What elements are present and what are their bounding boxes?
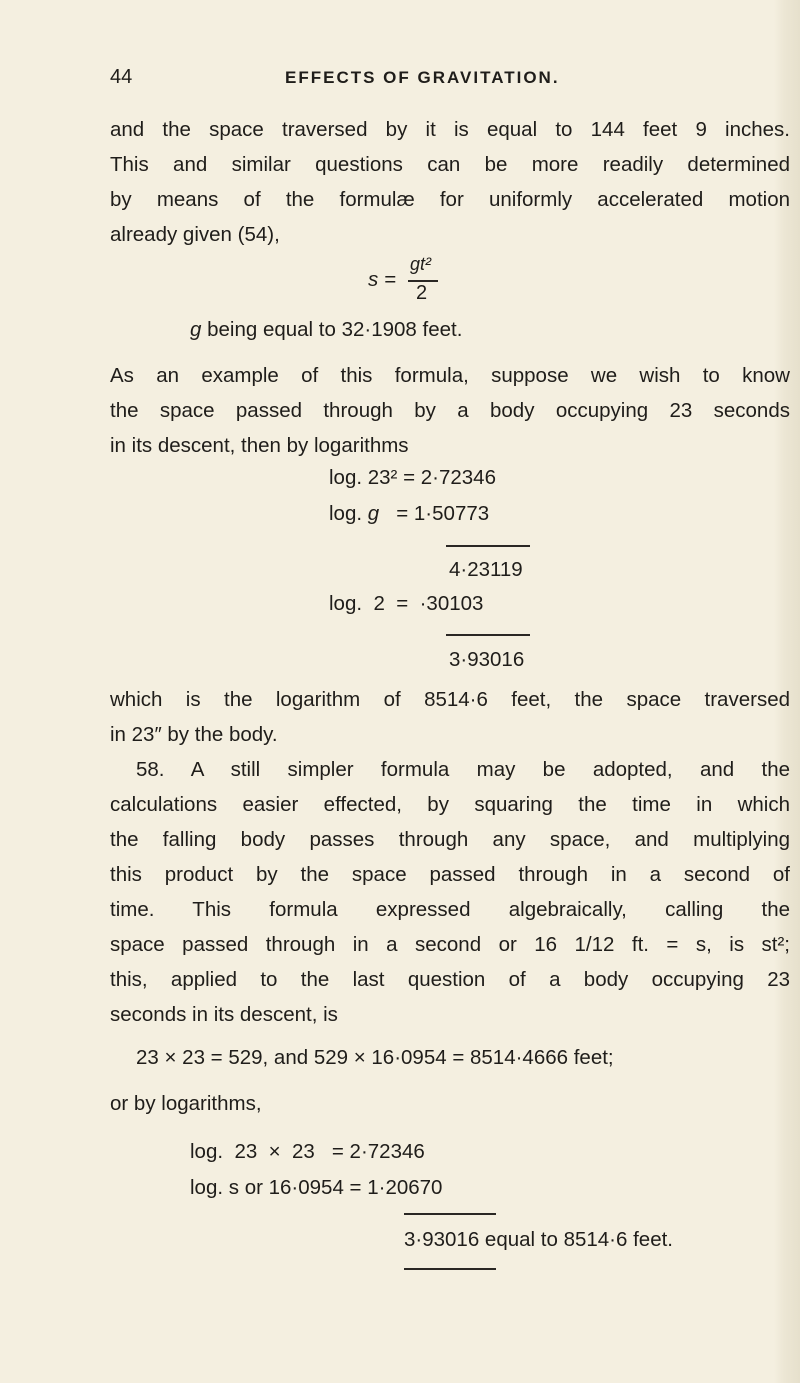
g-symbol: g <box>367 502 380 525</box>
g-definition-line <box>190 318 462 342</box>
log-result-1: 3·93016 <box>449 648 525 671</box>
text-line: seconds in its descent, is <box>110 1003 338 1026</box>
by-logarithms-line: or by logarithms, <box>110 1092 262 1115</box>
text-line: in 23″ by the body. <box>110 723 278 746</box>
text-line: time. This formula expressed algebraically, calling the <box>110 898 790 921</box>
text-line: which is the logarithm of 8514·6 feet, the space traversed <box>110 688 790 711</box>
text-line: this product by the space passed through in a second of <box>110 863 790 886</box>
formula-numerator: gt² <box>410 254 432 274</box>
sum-rule <box>446 634 530 636</box>
log-result-2: 3·93016 equal to 8514·6 feet. <box>404 1228 673 1251</box>
log-prefix: log. <box>329 502 368 525</box>
log-value: = 1·50773 <box>379 502 490 525</box>
text-line: by means of the formulæ for uniformly accelerated motion <box>110 188 790 211</box>
log-sum-1: 4·23119 <box>449 558 523 581</box>
closing-rule <box>404 1268 496 1270</box>
log-line-3: log. 2 = ·30103 <box>329 592 484 615</box>
log-line-2: log. s or 16·0954 = 1·20670 <box>190 1176 443 1199</box>
sum-rule <box>404 1213 496 1215</box>
text-line: and the space traversed by it is equal to 144 feet 9 inches. <box>110 118 790 141</box>
text-line: space passed through in a second or 16 1/12 ft. = s, is st²; <box>110 933 790 956</box>
text-line: This and similar questions can be more readily determined <box>110 153 790 176</box>
log-line-1: log. 23² = 2·72346 <box>329 466 496 489</box>
text-line: 58. A still simpler formula may be adopted, and the <box>136 758 790 781</box>
text-line: the space passed through by a body occupying 23 seconds <box>110 399 790 422</box>
log-line-2 <box>329 502 489 526</box>
text-line: As an example of this formula, suppose we wish to know <box>110 364 790 387</box>
paragraph-2 <box>110 358 790 463</box>
sum-rule <box>446 545 530 547</box>
text-line: this, applied to the last question of a body occupying 23 <box>110 968 790 991</box>
text-line: the falling body passes through any space, and multiplying <box>110 828 790 851</box>
paragraph-4-section-58 <box>110 752 790 1032</box>
running-title: EFFECTS OF GRAVITATION. <box>285 68 560 87</box>
paragraph-3 <box>110 682 790 752</box>
g-symbol: g <box>190 318 202 341</box>
formula-lhs: s = <box>368 268 396 291</box>
g-definition-text: being equal to 32·1908 feet. <box>201 318 463 341</box>
text-line: calculations easier effected, by squaring the time in which <box>110 793 790 816</box>
text-line: in its descent, then by logarithms <box>110 434 409 457</box>
page-number: 44 <box>110 66 133 88</box>
formula-denominator: 2 <box>416 282 428 304</box>
multiplication-equation: 23 × 23 = 529, and 529 × 16·0954 = 8514·4666 feet; <box>136 1046 614 1069</box>
log-line-1: log. 23 × 23 = 2·72346 <box>190 1140 425 1163</box>
paragraph-1 <box>110 112 790 252</box>
text-line: already given (54), <box>110 223 280 246</box>
page-header <box>110 66 790 96</box>
